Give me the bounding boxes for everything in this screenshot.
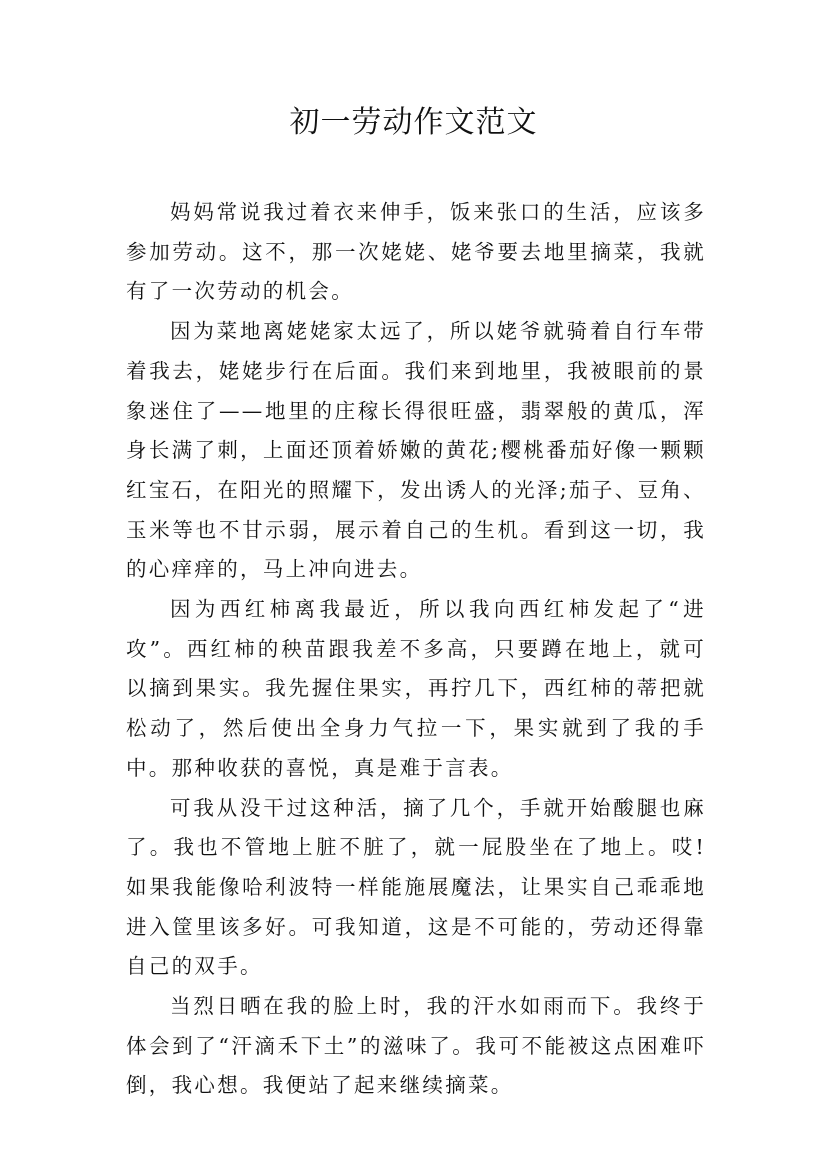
- paragraph: 因为菜地离姥姥家太远了，所以姥爷就骑着自行车带着我去，姥姥步行在后面。我们来到地里，我被眼前的景象迷住了——地里的庄稼长得很旺盛，翡翠般的黄瓜，浑身长满了刺，上面还顶着娇嫩的黄花;樱桃番茄好像一颗颗红宝石，在阳光的照耀下，发出诱人的光泽;茄子、豆角、玉米等也不甘示弱，展示着自己的生机。看到这一切，我的心痒痒的，马上冲向进去。: [126, 319, 706, 582]
- paragraph: 当烈日晒在我的脸上时，我的汗水如雨而下。我终于体会到了“汗滴禾下土”的滋味了。我可不能被这点困难吓倒，我心想。我便站了起来继续摘菜。: [126, 994, 706, 1098]
- document-title: 初一劳动作文范文: [289, 105, 538, 140]
- paragraph: 妈妈常说我过着衣来伸手，饭来张口的生活，应该多参加劳动。这不，那一次姥姥、姥爷要去地里摘菜，我就有了一次劳动的机会。: [126, 200, 706, 304]
- document-body: [126, 193, 706, 1106]
- paragraph: 因为西红柿离我最近，所以我向西红柿发起了“进攻”。西红柿的秧苗跟我差不多高，只要蹲在地上，就可以摘到果实。我先握住果实，再拧几下，西红柿的蒂把就松动了，然后使出全身力气拉一下，果实就到了我的手中。那种收获的喜悦，真是难于言表。: [126, 597, 706, 780]
- paragraph: 可我从没干过这种活，摘了几个，手就开始酸腿也麻了。我也不管地上脏不脏了，就一屁股坐在了地上。哎!如果我能像哈利波特一样能施展魔法，让果实自己乖乖地进入筐里该多好。可我知道，这是不可能的，劳动还得靠自己的双手。: [126, 795, 706, 979]
